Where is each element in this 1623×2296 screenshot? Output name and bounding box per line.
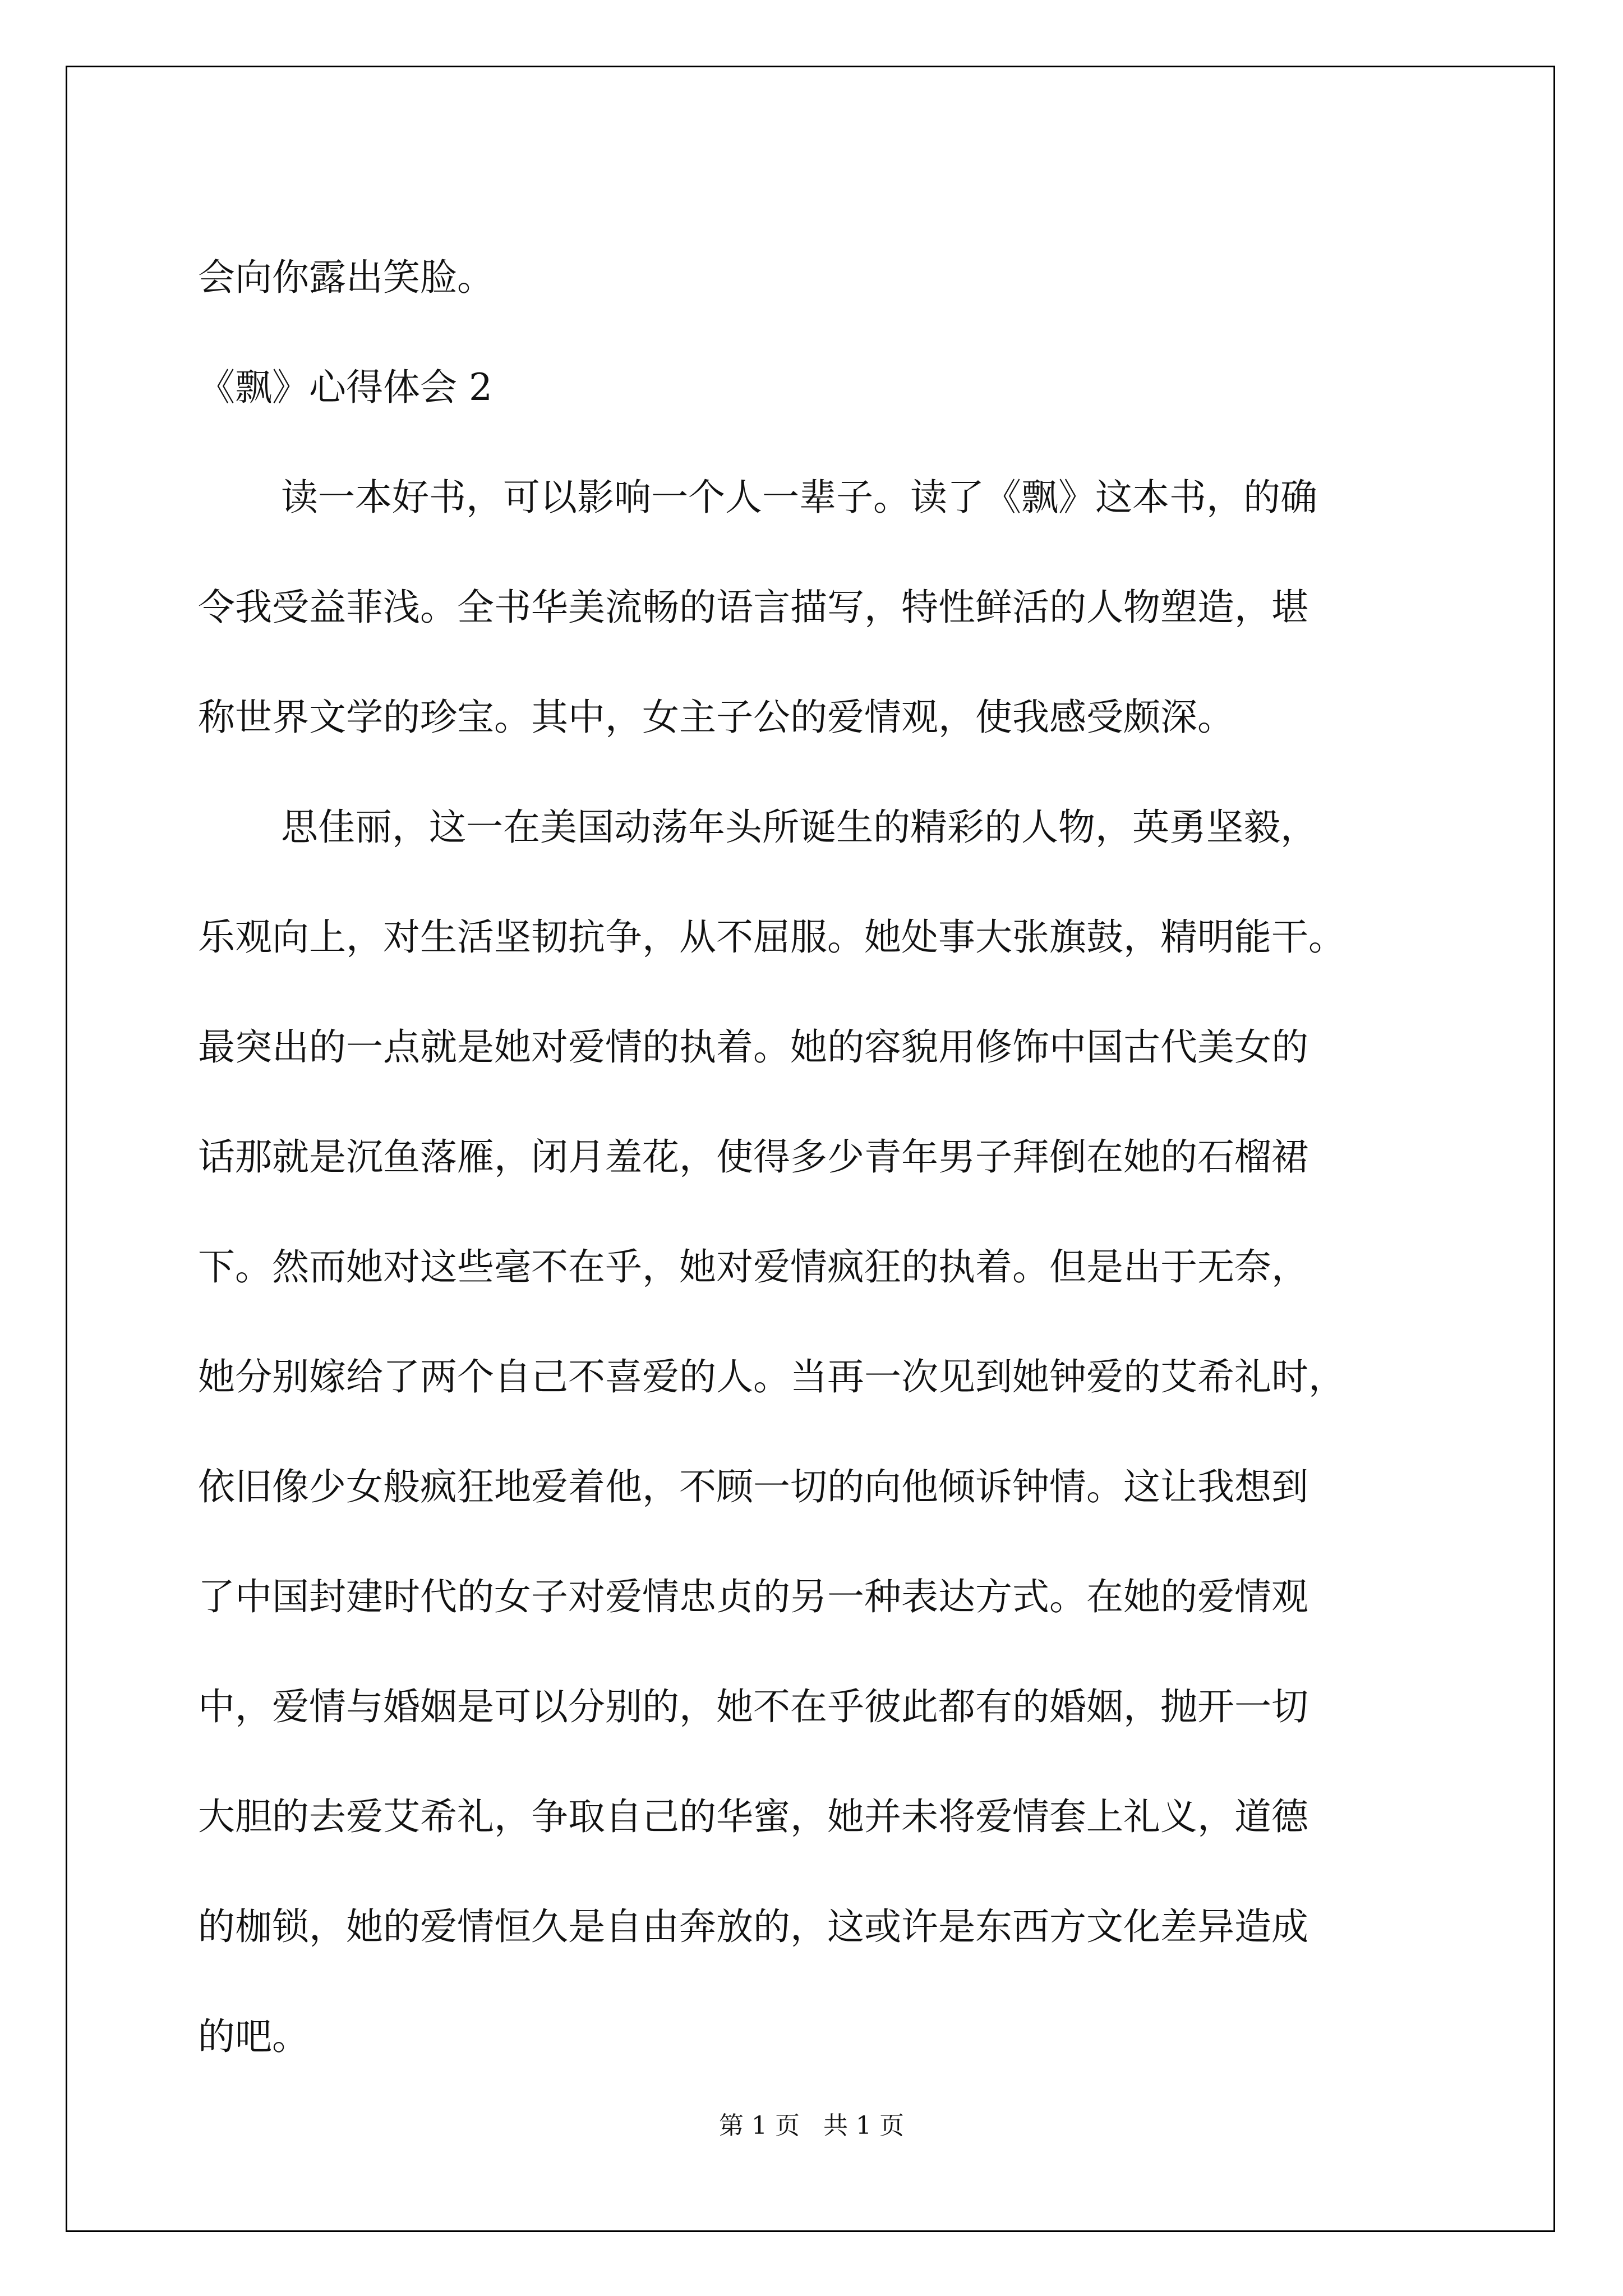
section-heading: 《飘》心得体会 2 xyxy=(198,366,492,409)
paragraph-1-line: 称世界文学的珍宝。其中，女主子公的爱情观，使我感受颇深。 xyxy=(198,696,1234,739)
page-number-footer: 第 1 页 共 1 页 xyxy=(719,2111,904,2140)
paragraph-1-line: 令我受益菲浅。全书华美流畅的语言描写，特性鲜活的人物塑造，堪 xyxy=(198,586,1308,629)
paragraph-2-line: 下。然而她对这些毫不在乎，她对爱情疯狂的执着。但是出于无奈， xyxy=(198,1245,1308,1289)
paragraph-2-line: 最突出的一点就是她对爱情的执着。她的容貌用修饰中国古代美女的 xyxy=(198,1025,1308,1069)
paragraph-2-line: 大胆的去爱艾希礼，争取自己的华蜜，她并未将爱情套上礼义，道德 xyxy=(198,1795,1308,1838)
paragraph-2-line: 依旧像少女般疯狂地爱着他，不顾一切的向他倾诉钟情。这让我想到 xyxy=(198,1465,1308,1508)
paragraph-2-line: 中，爱情与婚姻是可以分别的，她不在乎彼此都有的婚姻，抛开一切 xyxy=(198,1685,1308,1728)
paragraph-2-line: 思佳丽，这一在美国动荡年头所诞生的精彩的人物，英勇坚毅， xyxy=(281,806,1317,849)
paragraph-2-line: 的吧。 xyxy=(198,2015,309,2058)
paragraph-1-line: 读一本好书，可以影响一个人一辈子。读了《飘》这本书，的确 xyxy=(281,476,1317,519)
document-body xyxy=(198,223,1460,2092)
paragraph-2-line: 话那就是沉鱼落雁，闭月羞花，使得多少青年男子拜倒在她的石榴裙 xyxy=(198,1135,1308,1179)
text-line: 会向你露出笑脸。 xyxy=(198,256,494,299)
paragraph-2-line: 她分别嫁给了两个自己不喜爱的人。当再一次见到她钟爱的艾希礼时， xyxy=(198,1355,1345,1398)
paragraph-2-line: 的枷锁，她的爱情恒久是自由奔放的，这或许是东西方文化差异造成 xyxy=(198,1905,1308,1948)
paragraph-2-line: 了中国封建时代的女子对爱情忠贞的另一种表达方式。在她的爱情观 xyxy=(198,1575,1308,1618)
paragraph-2-line: 乐观向上，对生活坚韧抗争，从不屈服。她处事大张旗鼓，精明能干。 xyxy=(198,915,1345,959)
